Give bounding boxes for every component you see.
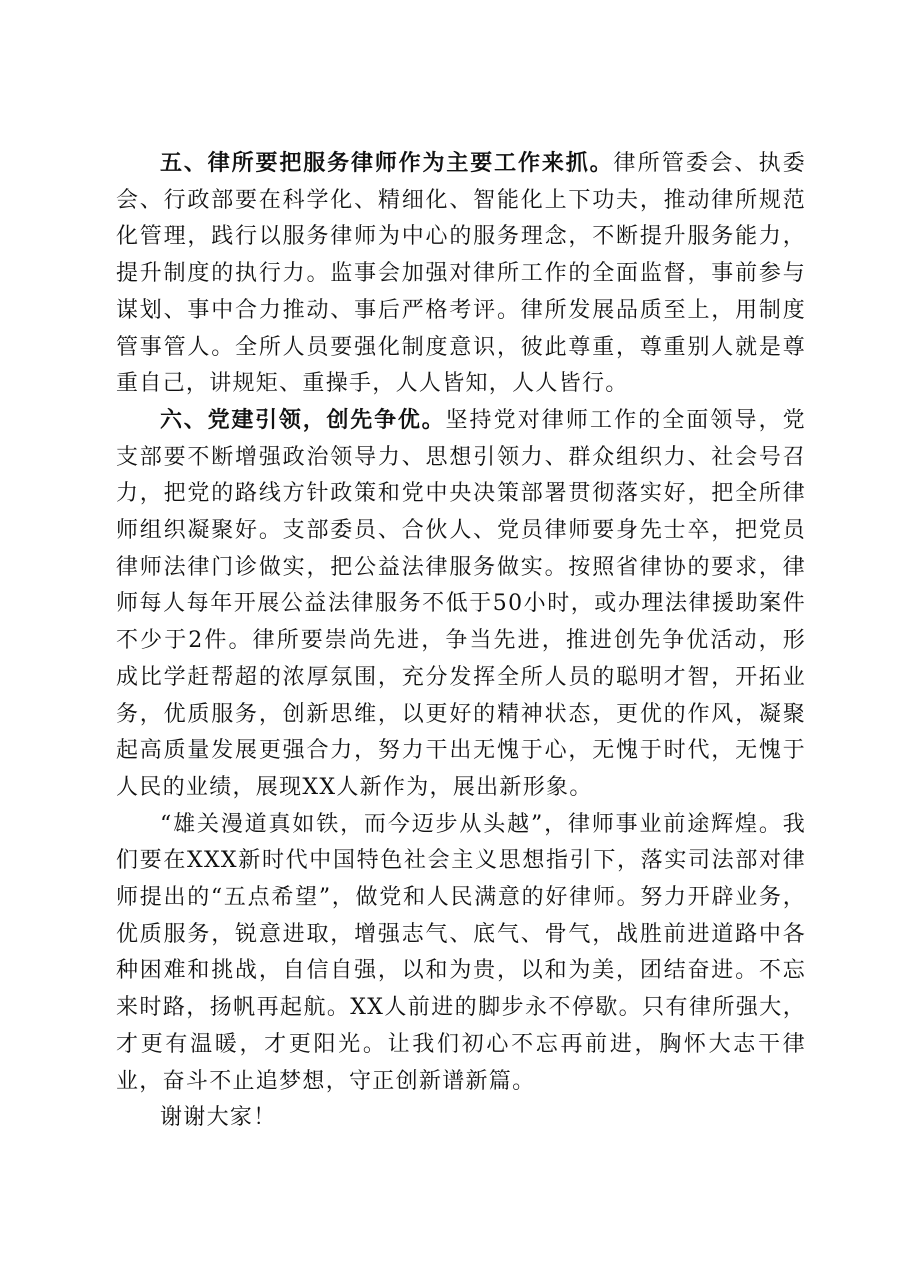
paragraph-5 bbox=[116, 146, 806, 403]
closing-line: 谢谢大家！ bbox=[160, 1105, 277, 1131]
section-heading-5: 五、律所要把服务律师作为主要工作来抓。 bbox=[160, 151, 614, 176]
paragraph-text-5: 律所管委会、执委会、行政部要在科学化、精细化、智能化上下功夫，推动律所规范化管理，践行以服务律师为中心的服务理念，不断提升服务能力，提升制度的执行力。监事会加强对律所工作的全面监督，事前参与谋划、事中合力推动、事后严格考评。律所发展品质至上，用制度管事管人。全所人员要强化制度意识，彼此尊重，尊重别人就是尊重自己，讲规矩、重操手，人人皆知，人人皆行。 bbox=[116, 151, 806, 397]
document-body bbox=[116, 146, 806, 1137]
paragraph-text-conclusion: “雄关漫道真如铁，而今迈步从头越”，律师事业前途辉煌。我们要在XXX新时代中国特色社会主义思想指引下，落实司法部对律师提出的“五点希望”，做党和人民满意的好律师。努力开辟业务，优质服务，锐意进取，增强志气、底气、骨气，战胜前进道路中各种困难和挑战，自信自强，以和为贵，以和为美，团结奋进。不忘来时路，扬帆再起航。XX人前进的脚步永不停歇。只有律所强大，才更有温暖，才更阳光。让我们初心不忘再前进，胸怀大志干律业，奋斗不止追梦想，守正创新谱新篇。 bbox=[116, 811, 806, 1094]
paragraph-6 bbox=[116, 403, 806, 807]
paragraph-text-6: 坚持党对律师工作的全面领导，党支部要不断增强政治领导力、思想引领力、群众组织力、社会号召力，把党的路线方针政策和党中央决策部署贯彻落实好，把全所律师组织凝聚好。支部委员、合伙人、党员律师要身先士卒，把党员律师法律门诊做实，把公益法律服务做实。按照省律协的要求，律师每人每年开展公益法律服务不低于50小时，或办理法律援助案件不少于2件。律所要崇尚先进，争当先进，推进创先争优活动，形成比学赶帮超的浓厚氛围，充分发挥全所人员的聪明才智，开拓业务，优质服务，创新思维，以更好的精神状态，更优的作风，凝聚起高质量发展更强合力，努力干出无愧于心，无愧于时代，无愧于人民的业绩，展现XX人新作为，展出新形象。 bbox=[116, 407, 806, 800]
paragraph-conclusion bbox=[116, 807, 806, 1101]
section-heading-6: 六、党建引领，创先争优。 bbox=[160, 407, 446, 433]
